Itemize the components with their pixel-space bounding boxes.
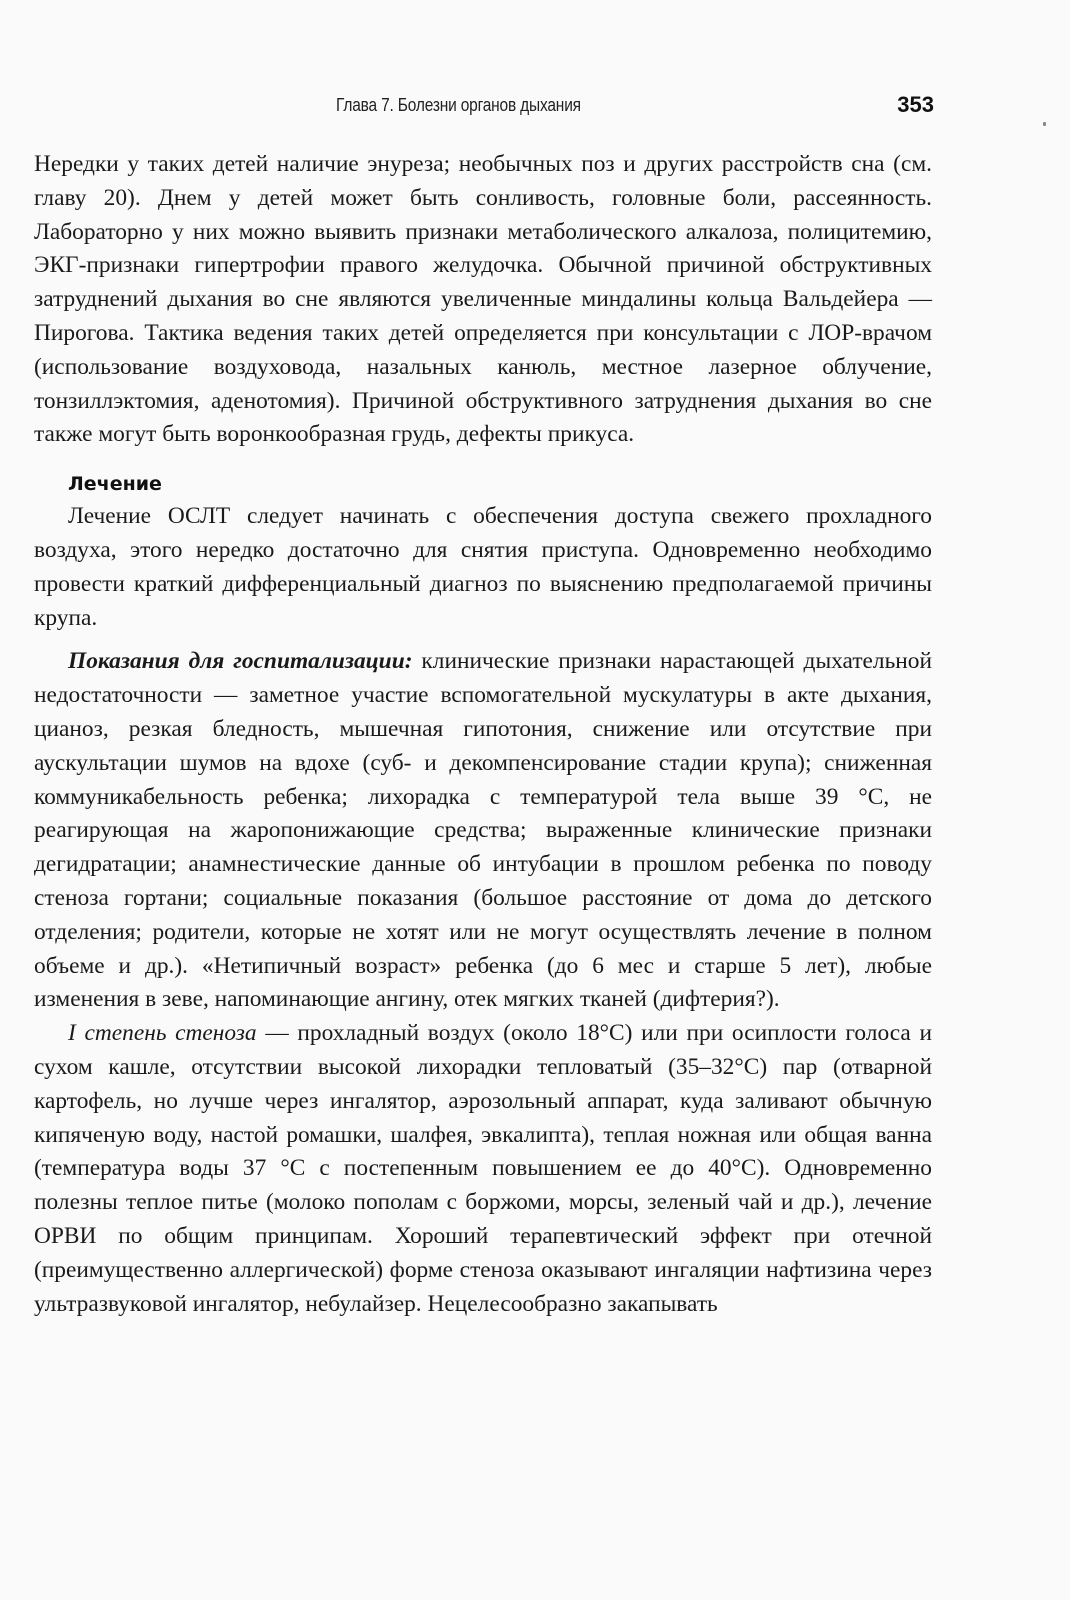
page-number: 353 [897, 92, 934, 117]
paragraph-hospitalization [34, 645, 932, 1017]
running-head: Глава 7. Болезни органов дыхания [336, 95, 581, 115]
stenosis-degree-lead: I степень стеноза [68, 1020, 257, 1047]
section-heading-treatment: Лечение [68, 473, 162, 496]
scan-speck [1043, 122, 1046, 126]
paragraph-treatment-intro: Лечение ОСЛТ следует начинать с обеспечения доступа свежего прохладного воздуха, этого нередко достаточно для снятия приступа. Одновременно необходимо провести краткий дифференциальный диагноз по выяснению предполагаемой причины крупа. [34, 503, 932, 631]
paragraph-sleep-disorders: Нередки у таких детей наличие энуреза; необычных поз и других расстройств сна (см. главу 20). Днем у детей может быть сонливость, головные боли, рассеянность. Лабораторно у них можно выявить признаки метаболического алкалоза, полицитемию, ЭКГ-признаки гипертрофии правого желудочка. Обычной причиной обструктивных затруднений дыхания во сне являются увеличенные миндалины кольца Вальдейера — Пирогова. Тактика ведения таких детей определяется при консультации с ЛОР-врачом (использование воздуховода, назальных канюль, местное лазерное облучение, тонзиллэктомия, аденотомия). Причиной обструктивного затруднения дыхания во сне также могут быть воронкообразная грудь, дефекты прикуса. [34, 151, 932, 448]
hospitalization-text: клинические признаки нарастающей дыхательной недостаточности — заметное участие вспомогательной мускулатуры в акте дыхания, цианоз, резкая бледность, мышечная гипотония, снижение или отсутствие при аускультации шумов на вдохе (суб- и декомпенсирование стадии крупа); сниженная коммуникабельность ребенка; лихорадка с температурой тела выше 39 °С, не реагирующая на жаропонижающие средства; выраженные клинические признаки дегидратации; анамнестические данные об интубации в прошлом ребенка по поводу стеноза гортани; социальные показания (большое расстояние от дома до детского отделения; родители, которые не хотят или не могут осуществлять лечение в полном объеме и др.). «Нетипичный возраст» ребенка (до 6 мес и старше 5 лет), любые изменения в зеве, напоминающие ангину, отек мягких тканей (дифтерия?). [34, 648, 932, 1013]
stenosis-degree-text: — прохладный воздух (около 18°С) или при осиплости голоса и сухом кашле, отсутствии высокой лихорадки тепловатый (35–32°С) пар (отварной картофель, но лучше через ингалятор, аэрозольный аппарат, куда заливают обычную кипяченую воду, настой ромашки, шалфея, эвкалипта), теплая ножная или общая ванна (температура воды 37 °С с постепенным повышением ее до 40°С). Одновременно полезны теплое питье (молоко пополам с боржоми, морсы, зеленый чай и др.), лечение ОРВИ по общим принципам. Хороший терапевтический эффект при отечной (преимущественно аллергической) форме стеноза оказывают ингаляции нафтизина через ультразвуковой ингалятор, небулайзер. Нецелесообразно закапывать [34, 1020, 932, 1317]
hospitalization-lead: Показания для госпитализации: [68, 648, 413, 675]
paragraph-stenosis-degree-1 [34, 1017, 932, 1321]
page-body [34, 148, 932, 1321]
page-header [34, 92, 934, 125]
